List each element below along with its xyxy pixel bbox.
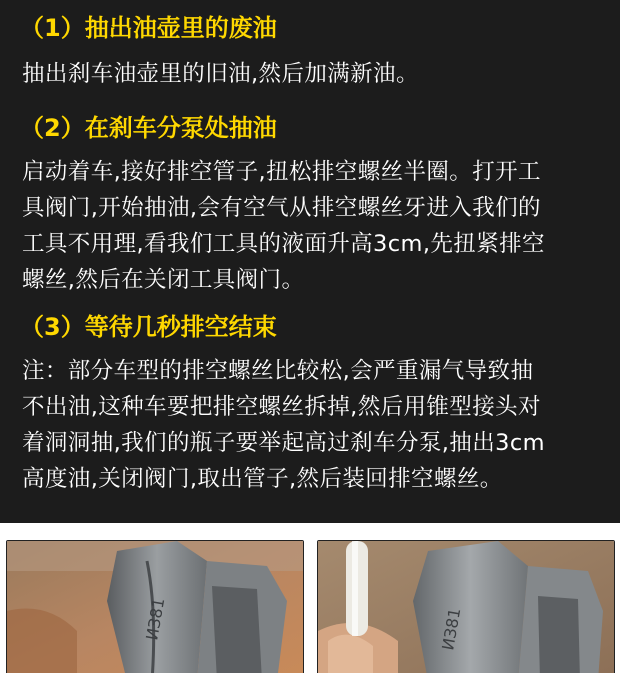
section-2-line: 具阀门,开始抽油,会有空气从排空螺丝牙进入我们的 bbox=[22, 195, 541, 221]
section-2-line: 启动着车,接好排空管子,扭松排空螺丝半圈。打开工 bbox=[22, 159, 541, 185]
section-3-body bbox=[22, 353, 607, 497]
brake-caliper-image bbox=[318, 541, 614, 673]
brake-caliper-image bbox=[7, 541, 303, 673]
section-3-line: 着洞洞抽,我们的瓶子要举起高过刹车分泵,抽出3cm bbox=[22, 430, 545, 456]
section-2-heading: （2）在刹车分泵处抽油 bbox=[20, 114, 277, 142]
caliper-stamp: ИЗ81 bbox=[438, 606, 465, 652]
caliper-stamp: ИЗ81 bbox=[142, 596, 169, 642]
section-2-line: 工具不用理,看我们工具的液面升高3cm,先扭紧排空 bbox=[22, 231, 545, 257]
section-1-line: 抽出刹车油壶里的旧油,然后加满新油。 bbox=[22, 61, 419, 87]
section-3-line: 不出油,这种车要把排空螺丝拆掉,然后用锥型接头对 bbox=[22, 394, 541, 420]
section-3-line: 高度油,关闭阀门,取出管子,然后装回排空螺丝。 bbox=[22, 466, 503, 492]
section-1-body bbox=[22, 56, 607, 92]
brake-caliper-photo-left bbox=[6, 540, 304, 673]
section-3-heading: （3）等待几秒排空结束 bbox=[20, 313, 277, 341]
section-3-line: 注：部分车型的排空螺丝比较松,会严重漏气导致抽 bbox=[22, 358, 534, 384]
brake-caliper-photo-right bbox=[317, 540, 615, 673]
section-1-heading: （1）抽出油壶里的废油 bbox=[20, 14, 277, 42]
section-2-line: 螺丝,然后在关闭工具阀门。 bbox=[22, 267, 305, 293]
section-2-body bbox=[22, 154, 607, 298]
